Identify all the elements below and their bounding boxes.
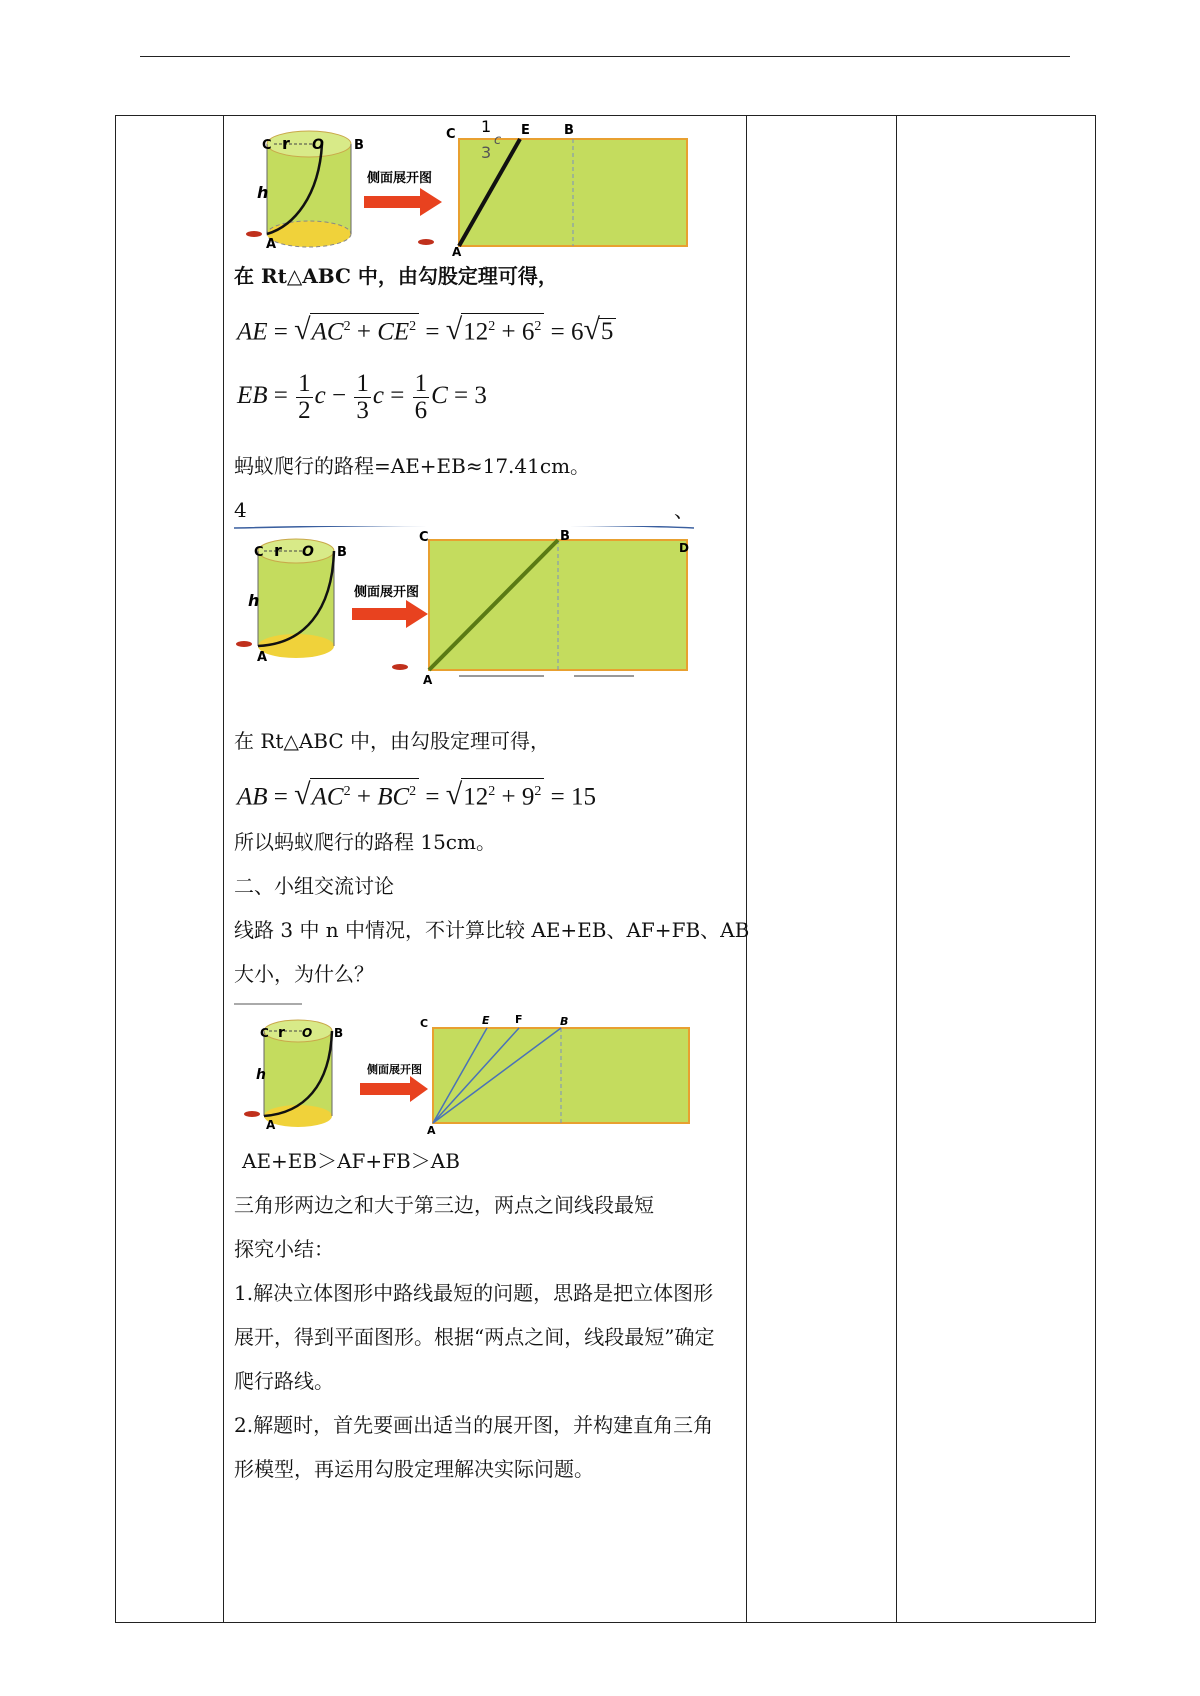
svg-text:B: B <box>337 545 347 560</box>
svg-text:A: A <box>452 245 462 256</box>
svg-text:B: B <box>334 1026 344 1040</box>
right-arrow-icon <box>364 188 442 216</box>
unfolded-rectangle <box>418 117 687 256</box>
equation-eb: EB = $\frac{1}{2}$ c − $\frac{1}{3}$ c = $\frac{1}{6}$ C = 3 <box>237 370 487 424</box>
reason-text: 三角形两边之和大于第三边，两点之间线段最短 <box>234 1193 654 1217</box>
svg-text:O: O <box>312 137 324 153</box>
inequality-result: AE+EB＞AF+FB＞AB <box>242 1149 460 1173</box>
summary-title: 探究小结： <box>234 1237 334 1261</box>
figure-cylinder-unfold-1 <box>224 116 747 256</box>
svg-text:A: A <box>266 1118 276 1132</box>
arrow-label: 侧面展开图 <box>367 171 433 186</box>
svg-text:B: B <box>564 123 574 138</box>
table-cell-col4 <box>897 116 1096 1623</box>
svg-text:r: r <box>274 541 282 560</box>
summary-point2-line2: 形模型，再运用勾股定理解决实际问题。 <box>234 1457 594 1481</box>
svg-text:C: C <box>260 1026 269 1040</box>
svg-text:1: 1 <box>481 117 492 136</box>
svg-text:O: O <box>302 544 314 560</box>
svg-text:C: C <box>446 127 456 142</box>
svg-text:h: h <box>257 183 269 202</box>
svg-text:B: B <box>560 529 570 544</box>
svg-text:C: C <box>262 138 272 153</box>
svg-text:r: r <box>278 1025 285 1041</box>
unfolded-rectangle <box>420 1013 689 1137</box>
svg-text:h: h <box>248 591 260 610</box>
svg-text:C: C <box>420 1017 429 1030</box>
svg-text:F: F <box>515 1013 523 1026</box>
svg-text:r: r <box>282 134 290 153</box>
svg-text:D: D <box>679 541 689 555</box>
item-number-4: 4 <box>234 498 247 522</box>
svg-text:A: A <box>257 650 268 665</box>
right-arrow-icon <box>352 600 428 628</box>
rt-triangle-text-2: 在 Rt△ABC 中，由勾股定理可得， <box>234 729 551 753</box>
svg-text:h: h <box>256 1067 266 1083</box>
rt-triangle-text-1: 在 Rt△ABC 中，由勾股定理可得， <box>234 264 558 288</box>
svg-text:B: B <box>354 138 364 153</box>
discussion-heading: 二、小组交流讨论 <box>234 874 394 898</box>
svg-text:C: C <box>419 530 429 545</box>
arrow-label: 侧面展开图 <box>354 585 420 600</box>
unfolded-rectangle <box>392 529 689 686</box>
summary-point1-line1: 1.解决立体图形中路线最短的问题，思路是把立体图形 <box>234 1281 714 1305</box>
svg-text:A: A <box>427 1124 436 1137</box>
svg-text:O: O <box>302 1026 313 1040</box>
figure-cylinder-unfold-2 <box>224 526 747 686</box>
cylinder-diagram <box>236 539 347 665</box>
path-length-2: 所以蚂蚁爬行的路程 15cm。 <box>234 830 496 854</box>
table-cell-col3 <box>747 116 897 1623</box>
equation-ae: AE = $√AC^2 + CE^2 = √12^2 + 6^2 = 6√5$ <box>237 313 616 347</box>
arrow-label: 侧面展开图 <box>367 1063 422 1076</box>
svg-text:A: A <box>266 237 277 252</box>
svg-text:A: A <box>423 673 433 686</box>
svg-text:B: B <box>560 1015 569 1028</box>
table-cell-content <box>224 116 750 1623</box>
figure-cylinder-unfold-3 <box>224 1001 747 1146</box>
equation-ab: AB = $√AC^2 + BC^2 = √12^2 + 9^2 = 15$ <box>237 778 596 812</box>
table-cell-col1 <box>116 116 224 1623</box>
discussion-question-line1: 线路 3 中 n 中情况，不计算比较 AE+EB、AF+FB、AB <box>234 918 750 942</box>
svg-text:E: E <box>521 123 530 138</box>
cylinder-diagram <box>246 131 364 252</box>
svg-text:C: C <box>254 545 264 560</box>
svg-text:E: E <box>482 1014 490 1027</box>
page-header-rule <box>140 56 1070 57</box>
summary-point2-line1: 2.解题时，首先要画出适当的展开图，并构建直角三角 <box>234 1413 714 1437</box>
summary-point1-line3: 爬行路线。 <box>234 1369 334 1393</box>
discussion-question-line2: 大小，为什么？ <box>234 962 374 986</box>
summary-point1-line2: 展开，得到平面图形。根据“两点之间，线段最短”确定 <box>234 1325 715 1349</box>
right-arrow-icon <box>360 1076 428 1102</box>
punctuation-mark: 、 <box>674 498 694 522</box>
path-length-1: 蚂蚁爬行的路程=AE+EB≈17.41cm。 <box>234 454 591 478</box>
lesson-table <box>115 115 1096 1623</box>
svg-text:c: c <box>494 133 502 148</box>
cylinder-diagram <box>244 1020 343 1132</box>
svg-text:3: 3 <box>481 143 492 162</box>
